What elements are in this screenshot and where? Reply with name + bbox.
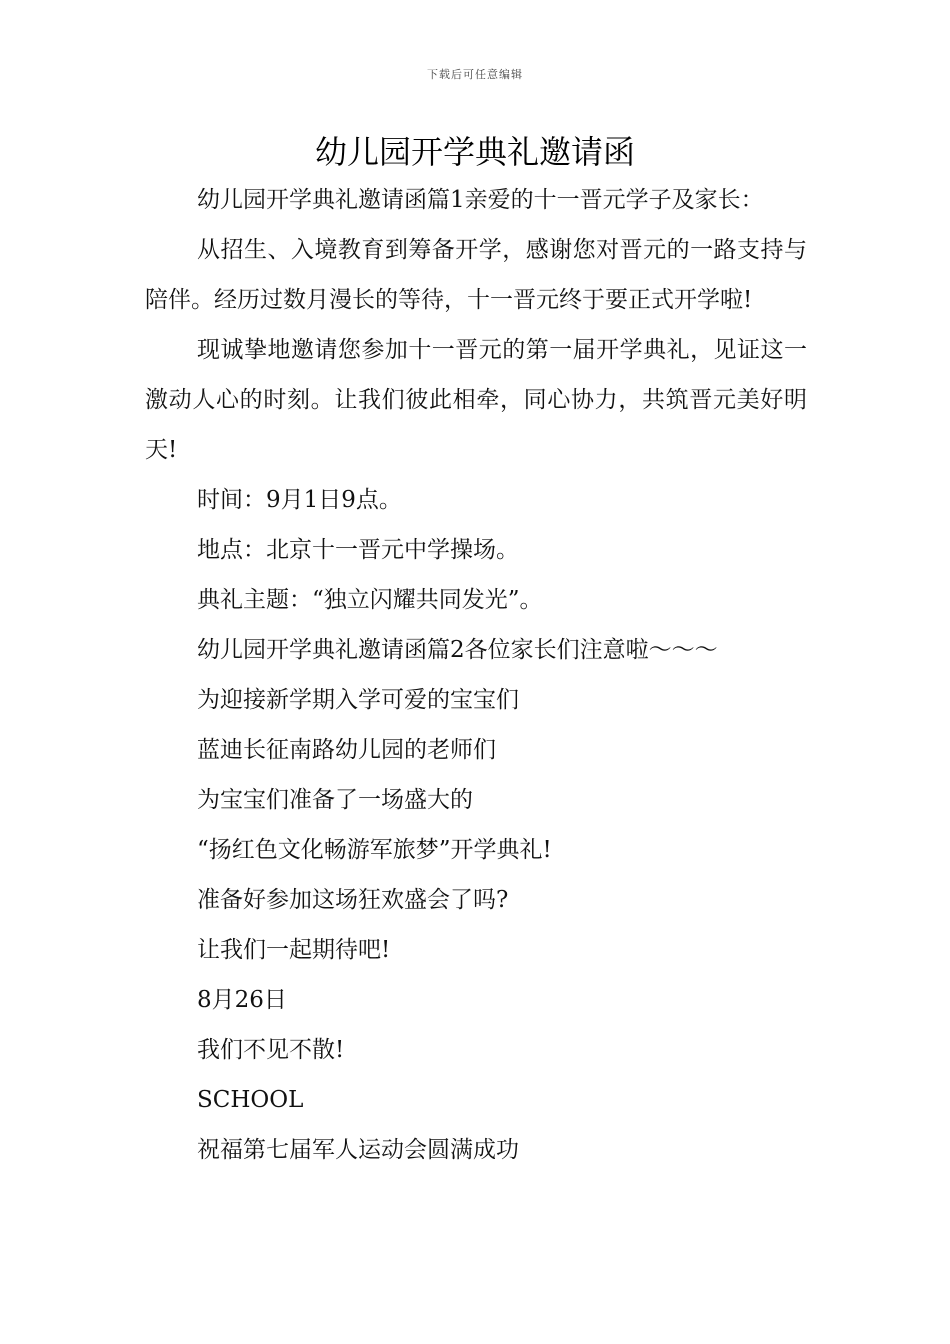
header-note: 下载后可任意编辑 [427,68,523,81]
paragraph: 祝福第七届军人运动会圆满成功 [197,1137,519,1163]
paragraph: SCHOOL [197,1087,304,1113]
paragraph: 让我们一起期待吧! [197,937,391,963]
paragraph: 为宝宝们准备了一场盛大的 [197,787,473,813]
paragraph: 现诚挚地邀请您参加十一晋元的第一届开学典礼，见证这一激动人心的时刻。让我们彼此相牵，同心协力，共筑晋元美好明天! [145,337,807,463]
paragraph: 准备好参加这场狂欢盛会了吗? [197,887,509,913]
paragraph: 地点：北京十一晋元中学操场。 [197,537,519,563]
paragraph: 幼儿园开学典礼邀请函篇1亲爱的十一晋元学子及家长： [197,187,764,213]
paragraph: 蓝迪长征南路幼儿园的老师们 [197,737,496,763]
paragraph: “扬红色文化畅游军旅梦”开学典礼! [197,837,552,863]
paragraph: 我们不见不散! [197,1037,345,1063]
document-body [145,175,807,1175]
document-title: 幼儿园开学典礼邀请函 [314,133,635,171]
paragraph: 为迎接新学期入学可爱的宝宝们 [197,687,519,713]
paragraph: 时间：9月1日9点。 [197,487,402,513]
paragraph: 从招生、入境教育到筹备开学，感谢您对晋元的一路支持与陪伴。经历过数月漫长的等待，十一晋元终于要正式开学啦! [145,237,807,313]
paragraph: 幼儿园开学典礼邀请函篇2各位家长们注意啦～～～ [197,637,718,663]
paragraph: 8月26日 [197,987,287,1013]
paragraph: 典礼主题：“独立闪耀共同发光”。 [197,587,543,613]
